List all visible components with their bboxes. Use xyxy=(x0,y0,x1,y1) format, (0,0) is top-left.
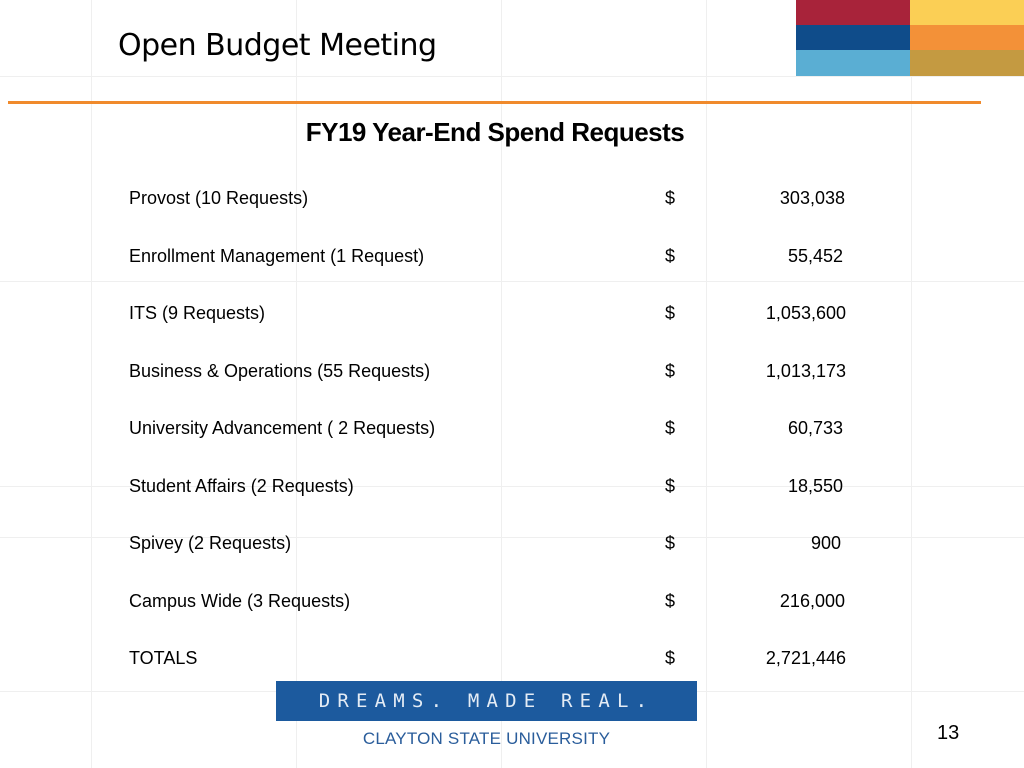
row-amount: 55,452 xyxy=(787,245,843,266)
spend-requests-table xyxy=(129,180,849,698)
currency-symbol: $ xyxy=(665,590,676,611)
currency-symbol: $ xyxy=(665,245,676,266)
row-label: Spivey (2 Requests) xyxy=(129,533,292,553)
logo-tagline: DREAMS. MADE REAL. xyxy=(318,690,655,712)
table-row xyxy=(129,353,849,411)
row-amount: 60,733 xyxy=(787,418,843,438)
table-row xyxy=(129,468,849,526)
currency-symbol: $ xyxy=(665,303,676,323)
row-label: ITS (9 Requests) xyxy=(129,303,266,323)
row-amount: 216,000 xyxy=(779,590,845,611)
row-amount: 900 xyxy=(810,533,841,553)
page-number: 13 xyxy=(937,722,960,744)
row-label: Provost (10 Requests) xyxy=(129,188,309,208)
background-grid-line xyxy=(0,76,1024,77)
row-label: Enrollment Management (1 Request) xyxy=(129,245,425,266)
row-label: University Advancement ( 2 Requests) xyxy=(129,418,436,438)
currency-symbol: $ xyxy=(665,533,676,553)
totals-label: TOTALS xyxy=(129,648,198,668)
table-row xyxy=(129,180,849,238)
color-block-sky-blue xyxy=(796,50,910,76)
color-block-yellow xyxy=(910,0,1024,25)
color-block-crimson xyxy=(796,0,910,25)
row-label: Student Affairs (2 Requests) xyxy=(129,475,354,496)
row-amount: 1,053,600 xyxy=(765,303,846,323)
currency-symbol: $ xyxy=(665,360,676,381)
currency-symbol: $ xyxy=(665,188,676,208)
title-divider xyxy=(8,101,981,104)
row-amount: 1,013,173 xyxy=(765,360,846,381)
color-block-gold xyxy=(910,50,1024,76)
currency-symbol: $ xyxy=(665,648,676,668)
slide-title: Open Budget Meeting xyxy=(118,28,437,63)
table-row xyxy=(129,410,849,468)
color-block-orange xyxy=(910,25,1024,50)
row-label: Business & Operations (55 Requests) xyxy=(129,360,431,381)
slide-subtitle: FY19 Year-End Spend Requests xyxy=(305,117,685,147)
university-logo-banner xyxy=(276,681,697,721)
table-row xyxy=(129,525,849,583)
currency-symbol: $ xyxy=(665,475,676,496)
row-label: Campus Wide (3 Requests) xyxy=(129,590,351,611)
row-amount: 303,038 xyxy=(779,188,845,208)
color-block-navy xyxy=(796,25,910,50)
table-row xyxy=(129,238,849,296)
brand-color-blocks xyxy=(796,0,1024,76)
table-row xyxy=(129,295,849,353)
totals-amount: 2,721,446 xyxy=(765,648,846,668)
university-name: CLAYTON STATE UNIVERSITY xyxy=(362,729,611,748)
row-amount: 18,550 xyxy=(787,475,843,496)
table-row xyxy=(129,583,849,641)
currency-symbol: $ xyxy=(665,418,676,438)
